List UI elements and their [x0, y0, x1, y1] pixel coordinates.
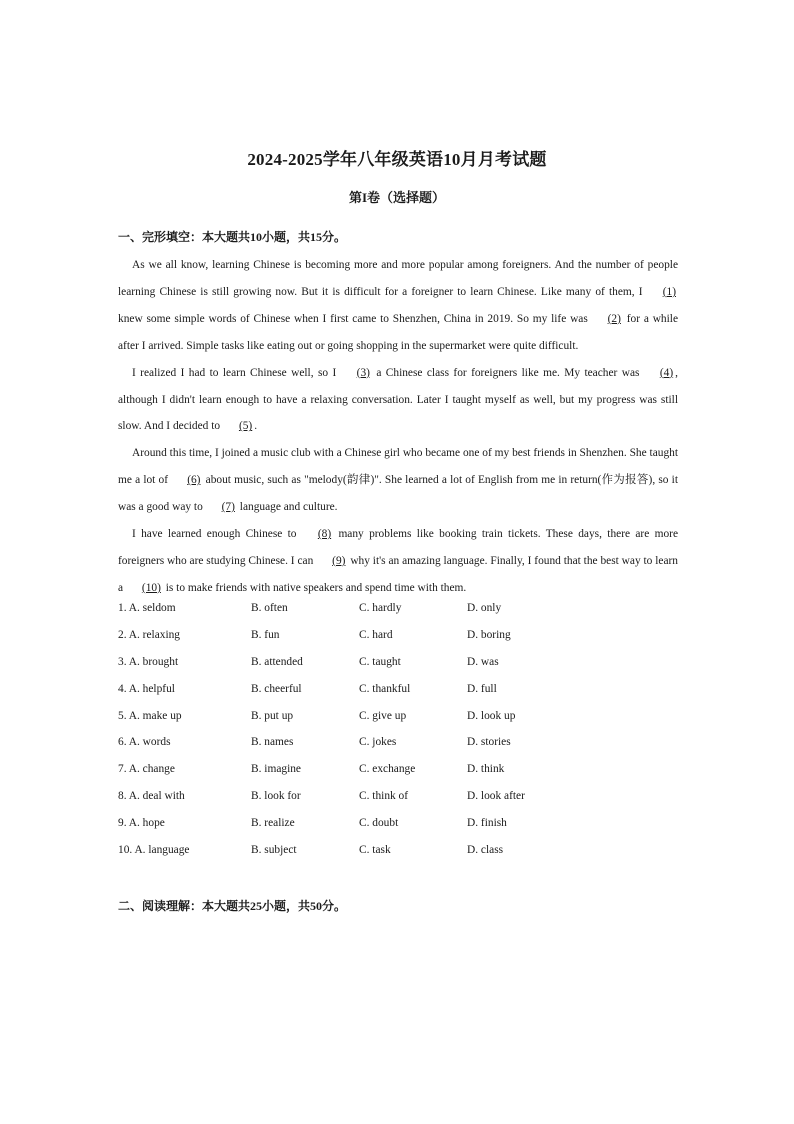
option-c: C. doubt: [359, 817, 399, 830]
question-row: [118, 681, 678, 708]
option-c: C. thankful: [359, 682, 411, 695]
passage-text: , although I didn't learn enough to have a relaxing conversation. Later I taught myself as well, but my progress was still slow. And I decided to: [118, 366, 678, 433]
option-a: 2. A. relaxing: [118, 628, 181, 641]
option-d: D. stories: [467, 736, 511, 749]
option-d: D. boring: [467, 628, 511, 641]
option-d: D. look up: [467, 709, 516, 722]
page-title: 2024-2025学年八年级英语10月月考试题: [247, 150, 547, 169]
passage-text: I realized I had to learn Chinese well, so I: [132, 366, 341, 379]
passage-text: knew some simple words of Chinese when I first came to Shenzhen, China in 2019. So my life was: [118, 312, 592, 325]
option-b: B. attended: [251, 655, 303, 668]
option-a: 10. A. language: [118, 844, 190, 857]
option-c: C. jokes: [359, 736, 397, 749]
option-d: D. think: [467, 763, 505, 776]
passage-text: is to make friends with native speakers and spend time with them.: [162, 581, 467, 594]
question-row: [118, 600, 678, 627]
option-d: D. full: [467, 682, 497, 695]
blank-9: (9): [332, 554, 346, 567]
passage-paragraph: [118, 252, 678, 360]
blank-3: (3): [356, 366, 370, 379]
question-row: [118, 708, 678, 735]
question-row: [118, 761, 678, 788]
passage-text: Around this time, I joined a music club with a Chinese girl who became one of my best friends in Shenzhen. She taught me a lot of: [118, 447, 678, 487]
option-d: D. look after: [467, 790, 525, 803]
option-a: 9. A. hope: [118, 817, 165, 830]
question-row: [118, 627, 678, 654]
passage-text: As we all know, learning Chinese is becoming more and more popular among foreigners. And the number of people learning Chinese is still growing now. But it is difficult for a foreigner to learn Chinese. Like many of them, I: [118, 259, 678, 298]
option-b: B. cheerful: [251, 682, 302, 695]
passage-text: I have learned enough Chinese to: [132, 528, 302, 541]
option-b: B. put up: [251, 709, 294, 722]
blank-10: (10): [141, 581, 161, 594]
blank-8: (8): [317, 528, 332, 541]
passage-text: .: [254, 420, 258, 433]
blank-5: (5): [238, 420, 253, 433]
option-c: C. hardly: [359, 602, 402, 614]
question-row: [118, 815, 678, 842]
passage-paragraph: [118, 360, 678, 441]
option-a: 1. A. seldom: [118, 602, 176, 614]
option-c: C. think of: [359, 790, 409, 803]
passage-text: for a while after I arrived. Simple tasks like eating out or going shopping in the supermarket were quite difficult.: [118, 312, 679, 352]
option-a: 5. A. make up: [118, 709, 182, 722]
blank-7: (7): [221, 501, 235, 514]
cloze-passage: [118, 252, 678, 602]
passage-paragraph: [118, 440, 678, 521]
option-d: D. only: [467, 602, 502, 614]
option-c: C. hard: [359, 628, 393, 641]
blank-2: (2): [607, 312, 621, 325]
option-b: B. realize: [251, 817, 295, 830]
option-d: D. was: [467, 655, 499, 668]
answer-options: [118, 600, 678, 869]
question-row: [118, 654, 678, 681]
blank-6: (6): [187, 474, 201, 487]
passage-text: language and culture.: [236, 501, 338, 514]
option-a: 6. A. words: [118, 736, 171, 749]
option-b: B. imagine: [251, 763, 301, 776]
option-b: B. names: [251, 736, 294, 749]
passage-text: many problems like booking train tickets. These days, there are more foreigners who are studying Chinese. I can: [118, 528, 678, 567]
question-row: [118, 734, 678, 761]
passage-paragraph: [118, 521, 678, 602]
passage-text: about music, such as "melody(韵律)". She learned a lot of English from me in return(作为报答), so it was a good way to: [118, 474, 678, 514]
option-a: 8. A. deal with: [118, 790, 185, 803]
option-b: B. fun: [251, 628, 280, 641]
option-c: C. taught: [359, 655, 401, 668]
option-a: 7. A. change: [118, 763, 175, 776]
option-a: 3. A. brought: [118, 655, 179, 668]
blank-4: (4): [659, 366, 674, 379]
option-b: B. look for: [251, 790, 301, 803]
option-b: B. often: [251, 602, 288, 614]
blank-1: (1): [662, 285, 676, 298]
option-d: D. class: [467, 844, 504, 857]
section-heading-reading: 二、阅读理解：本大题共25小题，共50分。: [118, 899, 347, 913]
passage-text: a Chinese class for foreigners like me. My teacher was: [371, 366, 644, 379]
section-heading-cloze: 一、完形填空：本大题共10小题，共15分。: [118, 230, 347, 244]
option-d: D. finish: [467, 817, 507, 830]
option-a: 4. A. helpful: [118, 682, 175, 695]
option-c: C. exchange: [359, 763, 416, 776]
paper-part-title: 第I卷（选择题）: [348, 190, 446, 205]
question-row: [118, 788, 678, 815]
passage-text: why it's an amazing language. Finally, I found that the best way to learn a: [118, 554, 679, 594]
option-c: C. task: [359, 844, 391, 857]
option-c: C. give up: [359, 709, 407, 722]
question-row: [118, 842, 678, 869]
option-b: B. subject: [251, 844, 297, 857]
